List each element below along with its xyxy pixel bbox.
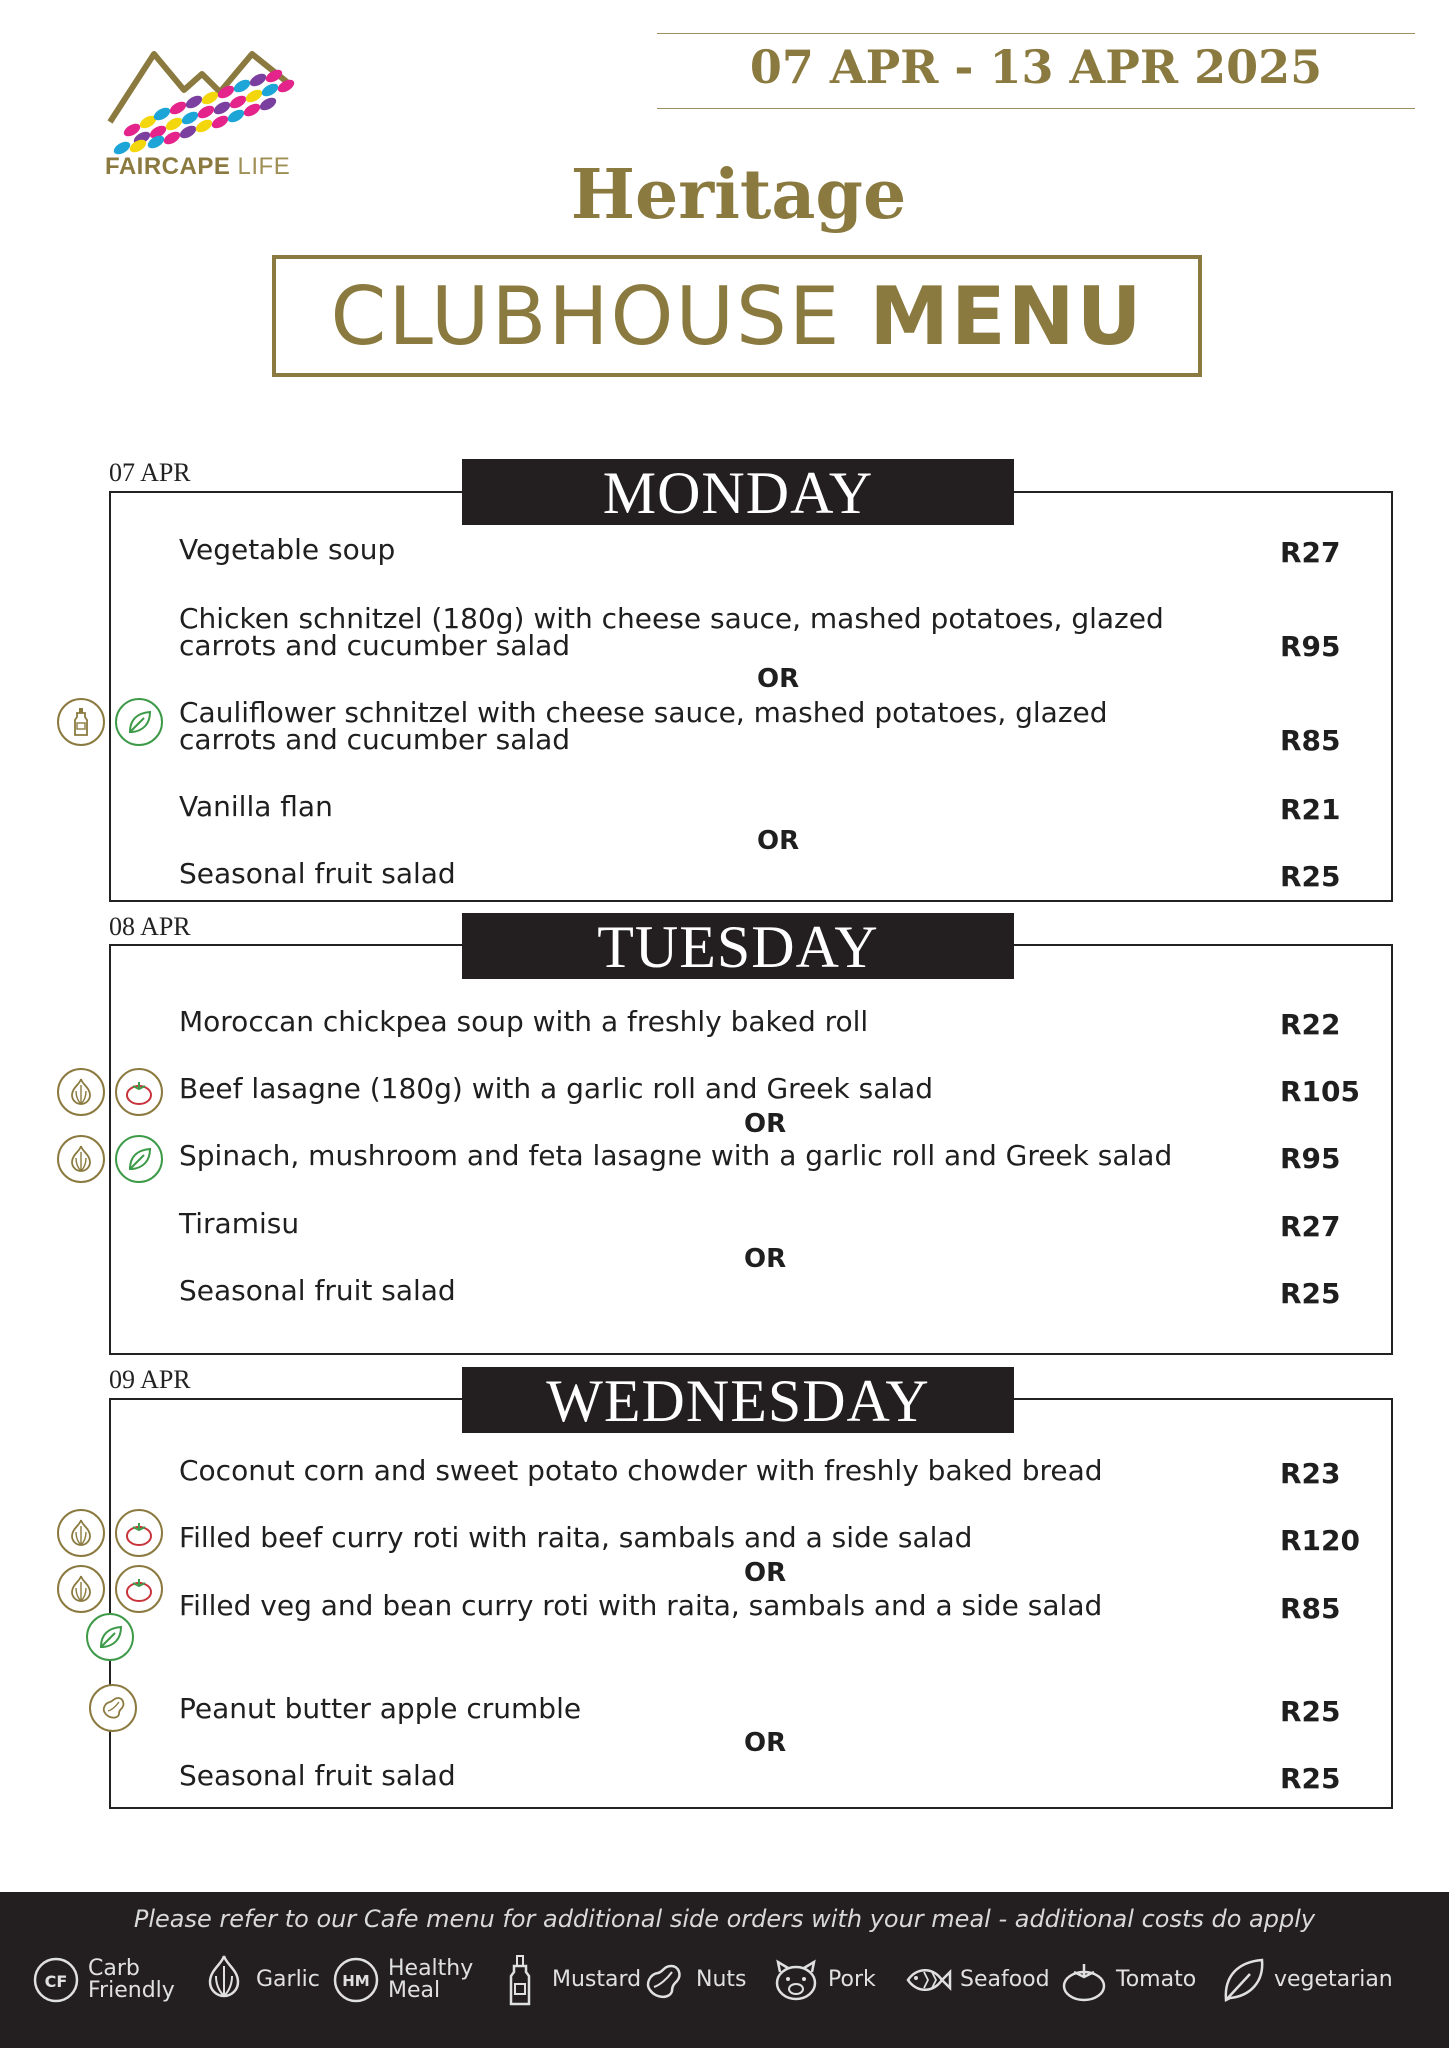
vegetarian-icon bbox=[115, 698, 163, 746]
day-date: 07 APR bbox=[109, 458, 191, 487]
carb-friendly-badge: CF bbox=[44, 1972, 68, 1991]
menu-item: Seasonal fruit salad bbox=[179, 857, 456, 890]
menu-item-continued: carrots and cucumber salad bbox=[179, 629, 571, 662]
mustard-icon bbox=[57, 698, 105, 746]
menu-title-light: CLUBHOUSE bbox=[330, 269, 842, 363]
day-banner: WEDNESDAY bbox=[462, 1367, 1014, 1433]
legend-label: Seafood bbox=[960, 1967, 1050, 1992]
or-divider: OR bbox=[744, 1109, 787, 1139]
menu-item: Cauliflower schnitzel with cheese sauce, mashed potatoes, glazed bbox=[179, 696, 1108, 729]
legend-mustard bbox=[496, 1950, 641, 2010]
or-divider: OR bbox=[757, 826, 800, 856]
or-divider: OR bbox=[744, 1244, 787, 1274]
menu-item: Beef lasagne (180g) with a garlic roll and Greek salad bbox=[179, 1072, 934, 1105]
seafood-icon bbox=[904, 1952, 952, 2008]
venue-name: Heritage bbox=[570, 155, 907, 235]
menu-price: R23 bbox=[1280, 1457, 1341, 1490]
day-banner: TUESDAY bbox=[462, 913, 1014, 979]
vegetarian-icon bbox=[86, 1613, 134, 1661]
healthy-meal-badge: HM bbox=[342, 1972, 370, 1990]
vegetarian-icon bbox=[1218, 1952, 1266, 2008]
vegetarian-icon bbox=[115, 1135, 163, 1183]
legend-carb-friendly bbox=[32, 1950, 175, 2010]
menu-price: R22 bbox=[1280, 1008, 1341, 1041]
menu-item: Moroccan chickpea soup with a freshly baked roll bbox=[179, 1005, 869, 1038]
menu-price: R27 bbox=[1280, 536, 1341, 569]
menu-price: R25 bbox=[1280, 1695, 1341, 1728]
menu-price: R85 bbox=[1280, 724, 1341, 757]
or-divider: OR bbox=[744, 1558, 787, 1588]
legend-label: Tomato bbox=[1116, 1967, 1197, 1992]
garlic-icon bbox=[57, 1565, 105, 1613]
menu-item: Chicken schnitzel (180g) with cheese sauce, mashed potatoes, glazed bbox=[179, 602, 1164, 635]
menu-price: R95 bbox=[1280, 1142, 1341, 1175]
menu-item: Filled veg and bean curry roti with raita, sambals and a side salad bbox=[179, 1589, 1103, 1622]
or-divider: OR bbox=[744, 1728, 787, 1758]
garlic-icon bbox=[57, 1135, 105, 1183]
day-date: 09 APR bbox=[109, 1365, 191, 1394]
menu-title bbox=[272, 255, 1202, 377]
menu-price: R27 bbox=[1280, 1210, 1341, 1243]
date-divider-top bbox=[657, 33, 1415, 34]
healthy-meal-icon bbox=[332, 1952, 380, 2008]
menu-price: R21 bbox=[1280, 793, 1341, 826]
menu-item: Tiramisu bbox=[179, 1207, 300, 1240]
legend-label: Carb Friendly bbox=[88, 1956, 175, 2003]
garlic-icon bbox=[57, 1509, 105, 1557]
date-divider-bottom bbox=[657, 108, 1415, 109]
brand-name: FAIRCAPE LIFE bbox=[105, 153, 291, 180]
tomato-icon bbox=[115, 1565, 163, 1613]
garlic-icon bbox=[200, 1952, 248, 2008]
legend-label: Pork bbox=[828, 1967, 876, 1992]
footer-note: Please refer to our Cafe menu for additional side orders with your meal - additional costs do apply bbox=[133, 1905, 1316, 1933]
legend-nuts bbox=[640, 1950, 747, 2010]
menu-item: Seasonal fruit salad bbox=[179, 1274, 456, 1307]
nuts-icon bbox=[640, 1952, 688, 2008]
legend-seafood bbox=[904, 1950, 1050, 2010]
menu-title-bold: MENU bbox=[869, 269, 1144, 363]
menu-item: Seasonal fruit salad bbox=[179, 1759, 456, 1792]
date-range: 07 APR - 13 APR 2025 bbox=[749, 40, 1323, 94]
menu-price: R25 bbox=[1280, 1762, 1341, 1795]
day-banner: MONDAY bbox=[462, 459, 1014, 525]
day-date: 08 APR bbox=[109, 912, 191, 941]
legend-pork bbox=[772, 1950, 876, 2010]
legend-tomato bbox=[1060, 1950, 1196, 2010]
carb-friendly-icon bbox=[32, 1952, 80, 2008]
legend-label: Healthy Meal bbox=[388, 1956, 474, 2003]
tomato-icon bbox=[1060, 1952, 1108, 2008]
or-divider: OR bbox=[757, 664, 800, 694]
menu-item: Coconut corn and sweet potato chowder with freshly baked bread bbox=[179, 1454, 1103, 1487]
legend-label: Mustard bbox=[552, 1967, 642, 1992]
menu-price: R105 bbox=[1280, 1075, 1361, 1108]
legend-vegetarian bbox=[1218, 1950, 1393, 2010]
menu-price: R25 bbox=[1280, 860, 1341, 893]
nuts-icon bbox=[89, 1684, 137, 1732]
menu-price: R120 bbox=[1280, 1524, 1361, 1557]
menu-item: Peanut butter apple crumble bbox=[179, 1692, 582, 1725]
garlic-icon bbox=[57, 1068, 105, 1116]
menu-item: Vanilla flan bbox=[179, 790, 333, 823]
menu-item: Spinach, mushroom and feta lasagne with a garlic roll and Greek salad bbox=[179, 1139, 1173, 1172]
menu-price: R85 bbox=[1280, 1592, 1341, 1625]
tomato-icon bbox=[115, 1509, 163, 1557]
menu-item: Vegetable soup bbox=[179, 533, 396, 566]
pork-icon bbox=[772, 1952, 820, 2008]
legend-garlic bbox=[200, 1950, 320, 2010]
legend-label: Garlic bbox=[256, 1967, 320, 1992]
menu-item: Filled beef curry roti with raita, sambals and a side salad bbox=[179, 1521, 973, 1554]
legend-healthy-meal bbox=[332, 1950, 473, 2010]
mustard-icon bbox=[496, 1952, 544, 2008]
legend-label: Nuts bbox=[696, 1967, 747, 1992]
menu-price: R25 bbox=[1280, 1277, 1341, 1310]
menu-item-continued: carrots and cucumber salad bbox=[179, 723, 571, 756]
tomato-icon bbox=[115, 1068, 163, 1116]
menu-price: R95 bbox=[1280, 630, 1341, 663]
legend-label: vegetarian bbox=[1274, 1967, 1393, 1992]
